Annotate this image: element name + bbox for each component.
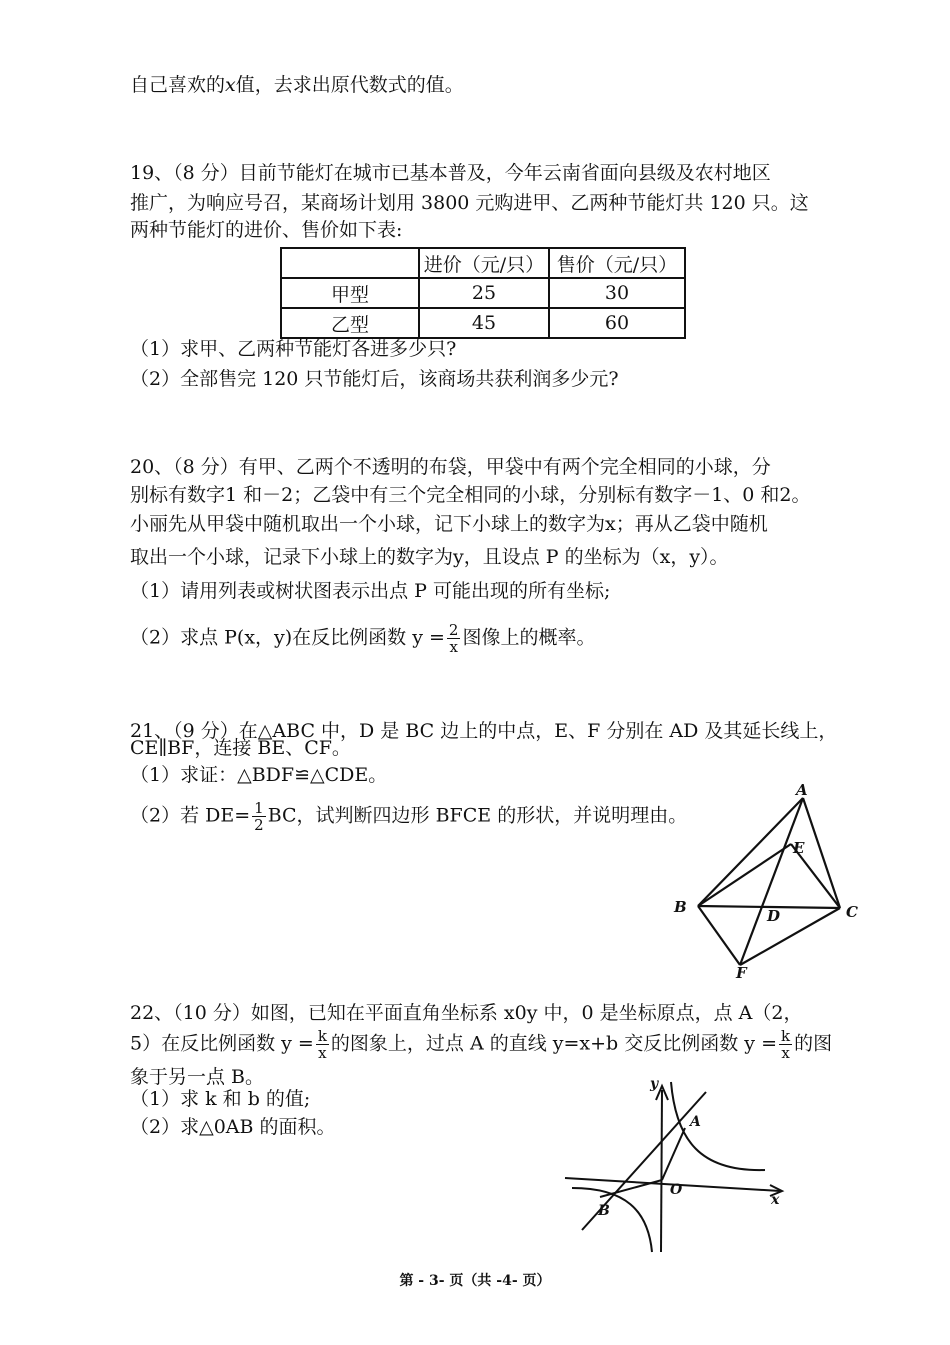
label-F: F xyxy=(736,964,747,980)
table-cell: 25 xyxy=(419,278,549,308)
fraction-denominator: x xyxy=(449,638,458,656)
q20-line4: 取出一个小球，记录下小球上的数字为y，且设点 P 的坐标为（x，y）。 xyxy=(130,546,729,568)
fraction-1-over-2 xyxy=(252,800,266,833)
table-row xyxy=(281,278,685,308)
label-C: C xyxy=(846,903,858,921)
table-header-cell xyxy=(281,248,419,278)
price-table xyxy=(280,247,686,339)
table-header-cell: 售价（元/只） xyxy=(549,248,685,278)
q22-line2-middle: 的图象上，过点 A 的直线 y=x+b 交反比例函数 y = xyxy=(330,1032,777,1055)
fraction-numerator: 2 xyxy=(448,621,459,639)
hyperbola-branch-1 xyxy=(671,1082,765,1170)
q21-sub2-text: （2）若 DE= xyxy=(130,804,251,827)
table-header-row xyxy=(281,248,685,278)
segment-BF xyxy=(698,906,740,965)
label-A: A xyxy=(690,1114,701,1130)
label-y: y xyxy=(650,1076,659,1092)
q20-line2: 别标有数字1 和－2；乙袋中有三个完全相同的小球，分别标有数字－1、0 和2。 xyxy=(130,484,811,506)
q22-line2-text: 5）在反比例函数 y = xyxy=(130,1032,314,1055)
q19-sub1: （1）求甲、乙两种节能灯各进多少只? xyxy=(130,338,457,360)
q19-line2: 推广，为响应号召，某商场计划用 3800 元购进甲、乙两种节能灯共 120 只。这 xyxy=(130,192,809,214)
q21-line2: CE∥BF，连接 BE、CF。 xyxy=(130,737,351,759)
segment-AF xyxy=(740,798,803,965)
table-cell: 乙型 xyxy=(281,308,419,338)
q22-line3: 象于另一点 B。 xyxy=(130,1066,265,1088)
table-cell: 45 xyxy=(419,308,549,338)
q19-sub2: （2）全部售完 120 只节能灯后，该商场共获利润多少元? xyxy=(130,368,619,390)
fraction-k-over-x xyxy=(316,1028,329,1061)
q21-sub1: （1）求证：△BDF≌△CDE。 xyxy=(130,764,388,786)
label-x: x xyxy=(771,1192,780,1208)
fraction-denominator: 2 xyxy=(254,816,264,834)
table-row xyxy=(281,308,685,338)
fraction-numerator: k xyxy=(781,1027,791,1045)
q18-text: 自己喜欢的 xyxy=(130,74,226,96)
q21-sub2-text-end: BC，试判断四边形 BFCE 的形状，并说明理由。 xyxy=(267,804,688,827)
fraction-k-over-x xyxy=(779,1028,792,1061)
q19-line1: 19、（8 分）目前节能灯在城市已基本普及，今年云南省面向县级及农村地区 xyxy=(130,162,771,184)
fraction-denominator: x xyxy=(318,1044,327,1062)
q18-continuation xyxy=(130,72,464,98)
q20-line1: 20、（8 分）有甲、乙两个不透明的布袋，甲袋中有两个完全相同的小球，分 xyxy=(130,456,771,478)
q19-line3: 两种节能灯的进价、售价如下表: xyxy=(130,219,403,241)
q20-sub1: （1）请用列表或树状图表示出点 P 可能出现的所有坐标; xyxy=(130,580,611,602)
q22-line2 xyxy=(130,1028,832,1061)
segment-CF xyxy=(740,908,840,965)
table-header-cell: 进价（元/只） xyxy=(419,248,549,278)
q20-sub2 xyxy=(130,622,595,655)
q20-line3: 小丽先从甲袋中随机取出一个小球，记下小球上的数字为x；再从乙袋中随机 xyxy=(130,513,768,535)
fraction-denominator: x xyxy=(781,1044,790,1062)
q20-sub2-text-end: 图像上的概率。 xyxy=(462,626,596,649)
table-cell: 60 xyxy=(549,308,685,338)
label-O: O xyxy=(670,1182,683,1198)
q20-sub2-text: （2）求点 P(x，y)在反比例函数 y = xyxy=(130,626,445,649)
label-A: A xyxy=(796,781,808,799)
q22-sub2: （2）求△0AB 的面积。 xyxy=(130,1116,336,1138)
fraction-2-over-x xyxy=(447,622,461,655)
label-B: B xyxy=(598,1203,610,1219)
table-cell: 30 xyxy=(549,278,685,308)
segment-AB xyxy=(698,798,803,906)
coordinate-figure xyxy=(560,1070,800,1260)
label-E: E xyxy=(793,839,805,857)
segment-AC xyxy=(803,798,840,908)
label-D: D xyxy=(767,907,781,925)
q18-text-end: 值，去求出原代数式的值。 xyxy=(235,74,464,96)
segment-BE xyxy=(698,844,791,906)
q22-sub1: （1）求 k 和 b 的值; xyxy=(130,1088,311,1110)
fraction-numerator: k xyxy=(317,1027,327,1045)
label-B: B xyxy=(674,898,687,916)
fraction-numerator: 1 xyxy=(254,799,264,817)
q22-line1: 22、（10 分）如图，已知在平面直角坐标系 x0y 中，0 是坐标原点，点 A（2， xyxy=(130,1002,803,1024)
q22-line2-end: 的图 xyxy=(794,1032,833,1055)
q21-line1: 21、（9 分）在△ABC 中，D 是 BC 边上的中点，E、F 分别在 AD 及其延长线上， xyxy=(130,720,838,742)
page-footer: 第 - 3- 页（共 -4- 页） xyxy=(399,1273,551,1289)
y-axis xyxy=(661,1090,662,1252)
q21-sub2 xyxy=(130,800,687,833)
triangle-figure xyxy=(660,780,880,980)
table-cell: 甲型 xyxy=(281,278,419,308)
q18-var: x xyxy=(225,74,236,96)
